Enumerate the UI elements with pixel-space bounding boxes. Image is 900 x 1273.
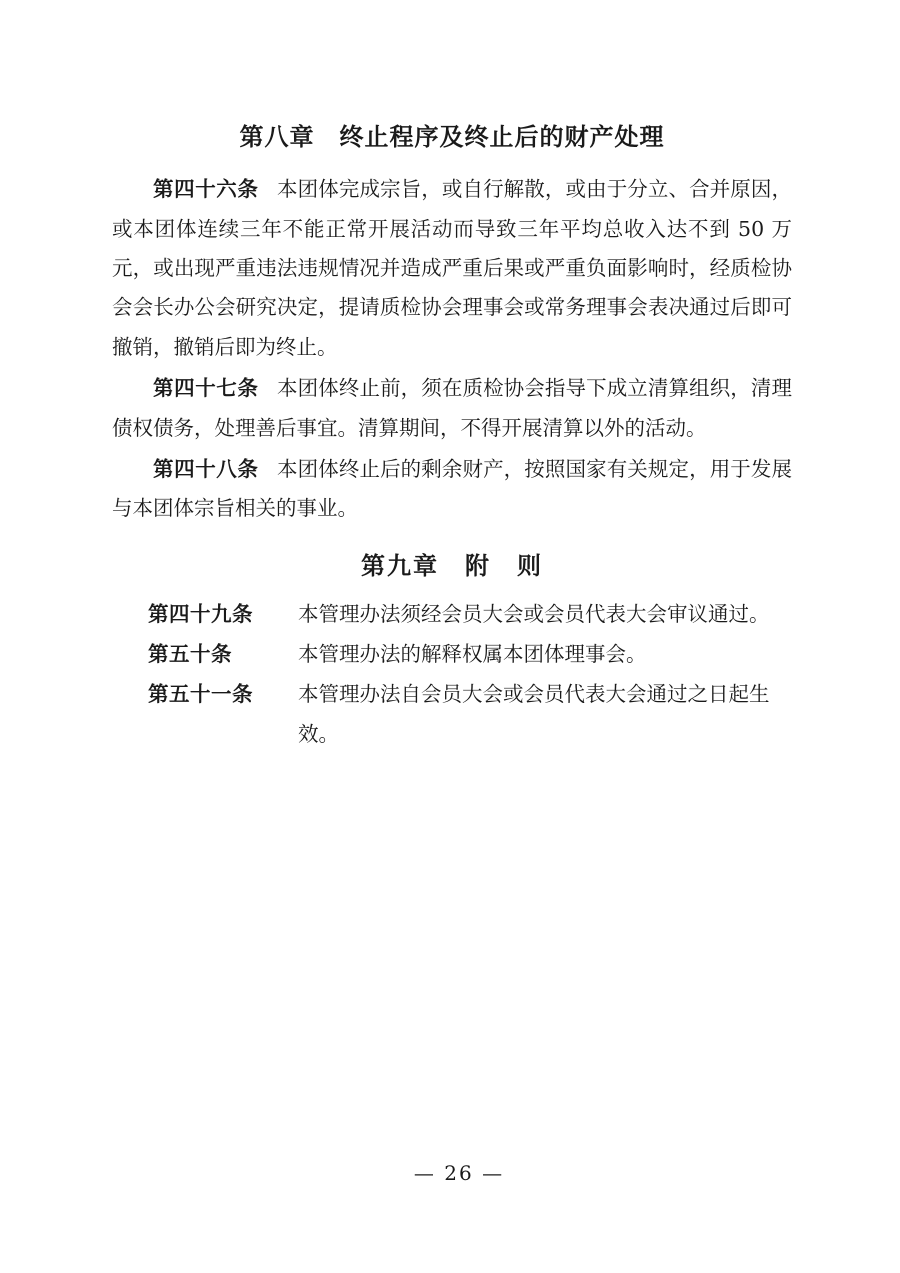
article-47-number: 第四十七条: [153, 376, 259, 401]
article-50-number: 第五十条: [148, 641, 232, 666]
article-49-text: 本管理办法须经会员大会或会员代表大会审议通过。: [298, 602, 770, 627]
chapter-9-article-list: [112, 595, 792, 755]
article-51-number: 第五十一条: [148, 681, 253, 706]
article-47: [112, 369, 792, 448]
chapter-9-heading: 第九章 附 则: [361, 551, 543, 580]
page-number: — 26 —: [413, 1161, 505, 1185]
article-50: [112, 635, 792, 675]
article-46: [112, 170, 792, 367]
article-49-number: 第四十九条: [148, 602, 253, 627]
article-46-text: 本团体完成宗旨，或自行解散，或由于分立、合并原因，或本团体连续三年不能正常开展活动而导致三年平均总收入达不到 50 万元，或出现严重违法违规情况并造成严重后果或严重负面影响时，经质检协会会长办公会研究决定，提请质检协会理事会或常务理事会表决通过后即可撤销，撤销后即为终止。: [112, 177, 793, 359]
article-49: [112, 595, 792, 635]
article-46-number: 第四十六条: [153, 177, 259, 202]
article-50-text: 本管理办法的解释权属本团体理事会。: [298, 641, 647, 666]
article-47-text: 本团体终止前，须在质检协会指导下成立清算组织，清理债权债务，处理善后事宜。清算期间，不得开展清算以外的活动。: [112, 376, 793, 440]
article-48-number: 第四十八条: [153, 456, 259, 481]
chapter-8-heading: 第八章 终止程序及终止后的财产处理: [239, 123, 665, 151]
article-51-text: 本管理办法自会员大会或会员代表大会通过之日起生效。: [298, 681, 770, 746]
article-48: [112, 450, 792, 529]
page-content: [112, 118, 792, 755]
article-48-text: 本团体终止后的剩余财产，按照国家有关规定，用于发展与本团体宗旨相关的事业。: [112, 456, 793, 521]
article-51: [112, 675, 792, 755]
